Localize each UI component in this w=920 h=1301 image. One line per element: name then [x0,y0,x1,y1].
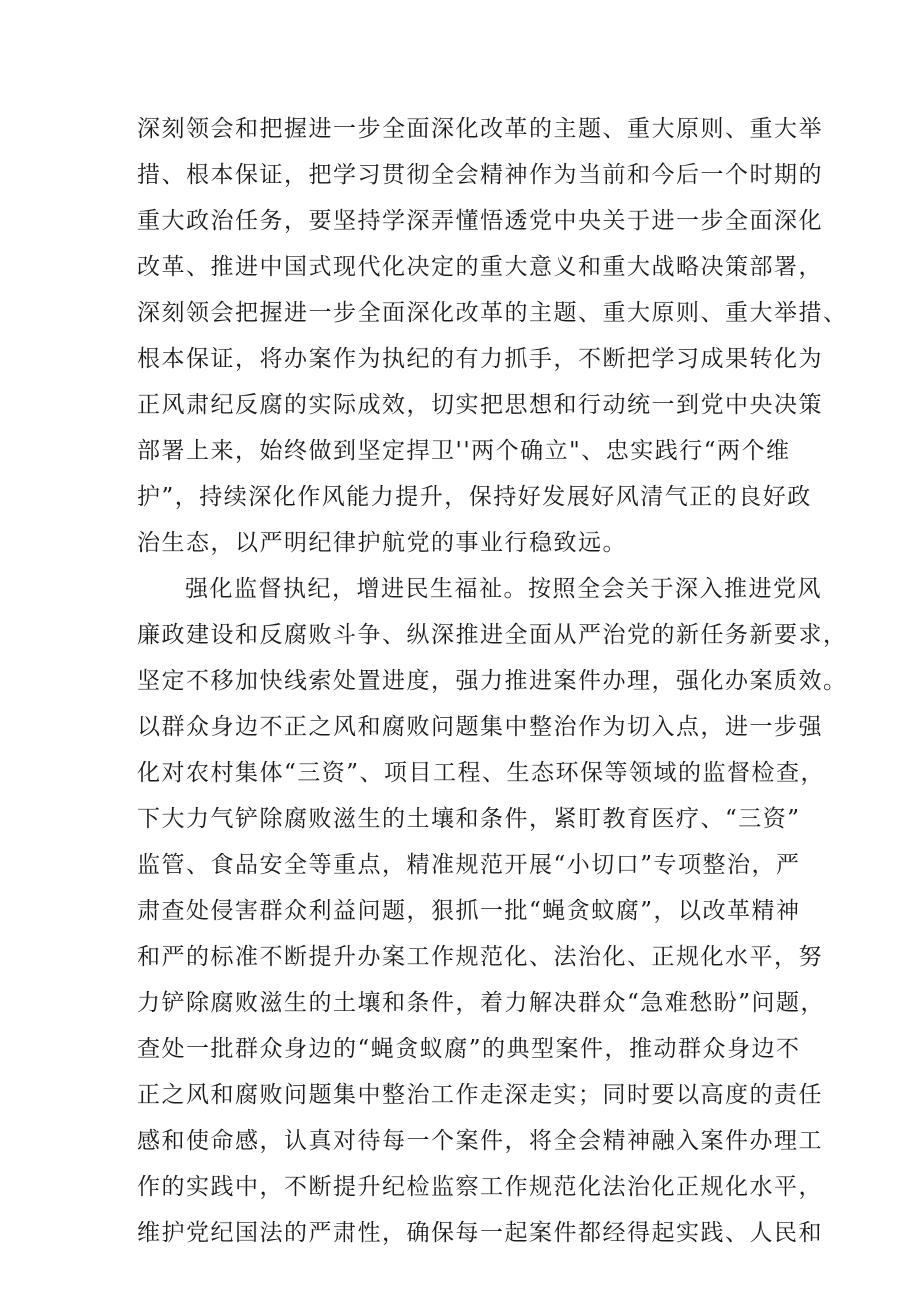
text-line: 感和使命感，认真对待每一个案件，将全会精神融入案件办理工 [137,1128,823,1154]
text-line: 正之风和腐败问题集中整治工作走深走实；同时要以高度的责任 [137,1082,823,1108]
text-line: 根本保证，将办案作为执纪的有力抓手，不断把学习成果转化为 [137,346,823,372]
text-line: 化对农村集体“三资”、项目工程、生态环保等领域的监督检查， [137,760,826,786]
text-line: 以群众身边不正之风和腐败问题集中整治作为切入点，进一步强 [137,714,823,740]
text-line: 廉政建设和反腐败斗争、纵深推进全面从严治党的新任务新要求， [137,622,848,648]
text-line: 坚定不移加快线索处置进度，强力推进案件办理，强化办案质效。 [137,668,848,694]
text-line: 力铲除腐败滋生的土壤和条件，着力解决群众“急难愁盼”问题， [137,990,826,1016]
text-line: 查处一批群众身边的“蝇贪蚁腐”的典型案件，推动群众身边不 [137,1036,801,1062]
text-line: 改革、推进中国式现代化决定的重大意义和重大战略决策部署， [137,254,823,280]
text-line: 监管、食品安全等重点，精准规范开展“小切口”专项整治，严 [137,852,801,878]
text-line: 深刻领会把握进一步全面深化改革的主题、重大原则、重大举措、 [137,300,848,326]
text-line: 正风肃纪反腐的实际成效，切实把思想和行动统一到党中央决策 [137,392,823,418]
paragraph-start-line: 强化监督执纪，增进民生福祉。按照全会关于深入推进党风 [185,576,822,602]
text-line: 重大政治任务，要坚持学深弄懂悟透党中央关于进一步全面深化 [137,208,823,234]
text-line: 维护党纪国法的严肃性，确保每一起案件都经得起实践、人民和 [137,1220,823,1246]
text-line: 深刻领会和把握进一步全面深化改革的主题、重大原则、重大举 [137,116,823,142]
text-line: 下大力气铲除腐败滋生的土壤和条件，紧盯教育医疗、“三资” [137,806,801,832]
text-line: 和严的标准不断提升办案工作规范化、法治化、正规化水平，努 [137,944,823,970]
text-line: 部署上来，始终做到坚定捍卫''两个确立"、忠实践行“两个维 [137,438,791,464]
text-line: 肃查处侵害群众利益问题，狠抓一批“蝇贪蚊腐”，以改革精神 [137,898,801,924]
text-line: 治生态，以严明纪律护航党的事业行稳致远。 [137,530,627,556]
text-line: 护”，持续深化作风能力提升，保持好发展好风清气正的良好政 [137,484,812,510]
text-line: 作的实践中，不断提升纪检监察工作规范化法治化正规化水平， [137,1174,823,1200]
text-line: 措、根本保证，把学习贯彻全会精神作为当前和今后一个时期的 [137,162,823,188]
